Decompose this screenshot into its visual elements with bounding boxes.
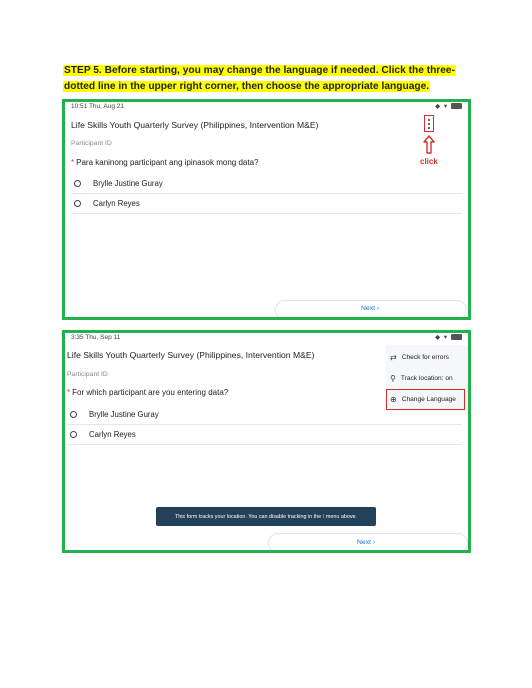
menu-item-change-language[interactable]: ⊕ Change Language: [390, 395, 456, 404]
kebab-menu-icon[interactable]: [424, 115, 434, 132]
radio-icon[interactable]: [70, 411, 77, 418]
click-annotation: click: [420, 157, 438, 166]
screenshot-english-form: [62, 330, 471, 553]
question-text: [71, 158, 258, 167]
question-text: [67, 388, 228, 397]
divider: [71, 213, 462, 214]
option-2[interactable]: [70, 430, 136, 439]
question-label: For which participant are you entering data?: [72, 388, 229, 397]
chevron-right-icon: ›: [372, 539, 376, 546]
location-toast: This form tracks your location. You can disable tracking in the ⁝ menu above.: [156, 507, 376, 526]
status-icons: ◆ ▾: [435, 102, 462, 111]
option-2[interactable]: [74, 199, 140, 208]
up-arrow-icon: [423, 135, 435, 155]
divider: [71, 193, 462, 194]
next-label[interactable]: Next ›: [361, 305, 380, 312]
radio-icon[interactable]: [74, 200, 81, 207]
radio-icon[interactable]: [74, 180, 81, 187]
status-time: 3:35 Thu, Sep 11: [71, 334, 121, 341]
step-instruction: STEP 5. Before starting, you may change the language if needed. Click the three-dotted line in the upper right corner, then choose the appropriate language.: [64, 65, 455, 92]
change-language-highlight: [386, 389, 465, 410]
status-bar: [65, 102, 468, 111]
option-label: Brylle Justine Guray: [93, 179, 163, 188]
divider: [67, 444, 462, 445]
option-1[interactable]: [70, 410, 159, 419]
form-title: Life Skills Youth Quarterly Survey (Philippines, Intervention M&E): [71, 120, 319, 130]
option-label: Carlyn Reyes: [89, 430, 136, 439]
question-label: Para kaninong participant ang ipinasok mong data?: [76, 158, 259, 167]
chevron-right-icon: ›: [376, 305, 380, 312]
required-marker: *: [67, 388, 71, 397]
option-label: Carlyn Reyes: [93, 199, 140, 208]
required-marker: *: [71, 158, 75, 167]
option-1[interactable]: [74, 179, 163, 188]
menu-item-check-errors[interactable]: ⇄ Check for errors: [390, 353, 449, 362]
radio-icon[interactable]: [70, 431, 77, 438]
screenshot-tagalog-form: [62, 99, 471, 320]
status-time: 10:51 Thu, Aug 21: [71, 103, 125, 110]
status-icons: ◆ ▾: [435, 333, 462, 342]
option-label: Brylle Justine Guray: [89, 410, 159, 419]
divider: [67, 424, 462, 425]
battery-icon: [451, 103, 462, 109]
location-pin-icon: ⚲: [390, 374, 396, 383]
next-label[interactable]: Next ›: [357, 539, 376, 546]
form-title: Life Skills Youth Quarterly Survey (Philippines, Intervention M&E): [67, 350, 315, 360]
battery-icon: [451, 334, 462, 340]
globe-icon: ⊕: [390, 395, 397, 404]
field-label: Participant ID: [67, 371, 108, 378]
field-label: Participant ID: [71, 140, 112, 147]
check-errors-icon: ⇄: [390, 353, 397, 362]
status-bar: [65, 333, 468, 342]
menu-item-track-location[interactable]: ⚲ Track location: on: [390, 374, 453, 383]
